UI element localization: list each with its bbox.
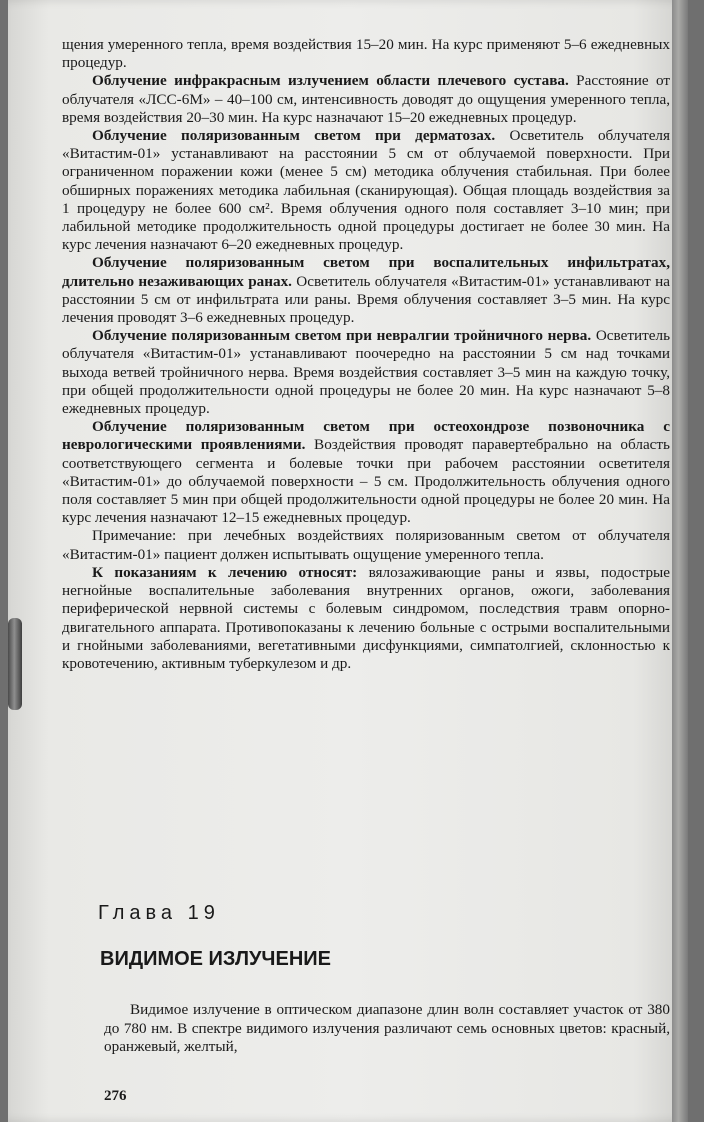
paragraph-osteochondrosis [62,418,670,527]
book-page [8,0,688,1122]
paragraph-text: Осветитель облучателя «Витастим-01» устанавливают на расстоянии 5 см от инфильтрата или раны. Время облучения составляет 3–5 мин. На курс лечения проводят 3–6 ежедневных процедур. [62,272,670,327]
paragraph-indications [62,564,670,673]
paragraph-note [62,527,670,563]
paragraph-heading: К показаниям к лечению относят: [92,563,358,581]
paragraph-lead-in [62,36,670,72]
paragraph-dermatoses [62,127,670,254]
body-text [62,36,670,673]
chapter-intro: Видимое излучение в оптическом диапазоне длин волн составляет участок от 380 до 780 нм. В спектре видимого излучения различают семь основных цветов: красный, оранжевый, желтый, [104,1001,670,1055]
chapter-title: ВИДИМОЕ ИЗЛУЧЕНИЕ [100,948,331,970]
paragraph-text: Воздействия проводят паравертебрально на область соответствующего сегмента и болевые точки при рабочем расстоянии осветителя «Витастим-01» до облучаемой поверхности – 5 см. Продолжительность облучения одного поля составляет 5 мин при общей продолжительности одной процедуры не более 20 мин. На курс лечения назначают 12–15 ежедневных процедур. [62,436,670,527]
paragraph-text: Расстояние от облучателя «ЛСС-6М» – 40–100 см, интенсивность доводят до ощущения умеренного тепла, время воздействия 20–30 мин. На курс назначают 15–20 ежедневных процедур. [62,72,670,126]
paragraph-text: Осветитель облучателя «Витастим-01» устанавливают поочередно на расстоянии 5 см над точками выхода ветвей тройничного нерва. Время воздействия составляет 3–5 мин на каждую точку, при общей продолжительности одной процедуры не более 20 мин. На курс назначают 5–8 ежедневных процедур. [62,327,670,418]
paragraph-heading: Облучение поляризованным светом при остеохондрозе позвоночника с неврологическими проявлениями. [62,418,670,454]
page-edge [672,0,688,1122]
paragraph-neuralgia [62,327,670,418]
paragraph-heading: Облучение поляризованным светом при воспалительных инфильтратах, длительно незаживающих ранах. [62,254,670,290]
paragraph-heading: Облучение поляризованным светом при невралгии тройничного нерва. [92,327,592,345]
page-number: 276 [104,1088,127,1104]
binder-clip [8,618,22,710]
paragraph-heading: Облучение инфракрасным излучением области плечевого сустава. [92,72,569,90]
lead-in-text: щения умеренного тепла, время воздействия 15–20 мин. На курс применяют 5–6 ежедневных процедур. [62,36,670,72]
paragraph-text: Примечание: при лечебных воздействиях поляризованным светом от облучателя «Витастим-01» пациент должен испытывать ощущение умеренного тепла. [62,527,670,563]
paragraph-infiltrates [62,254,670,327]
paragraph-heading: Облучение поляризованным светом при дерматозах. [92,127,496,145]
paragraph-text: вялозаживающие раны и язвы, подострые негнойные воспалительные заболевания внутренних органов, ожоги, заболевания периферической нервной системы с болевым синдромом, последствия травм опорно-двигательного аппарата. Противопоказаны к лечению больные с острыми воспалительными и гнойными заболеваниями, вегетативными дисфункциями, симпатолгией, склонностью к кровотечению, активным туберкулезом и др. [62,563,671,672]
paragraph-shoulder [62,72,670,127]
chapter-label: Глава 19 [98,902,220,924]
paragraph-text: Осветитель облучателя «Витастим-01» устанавливают на расстоянии 5 см от облучаемой поверхности. При ограниченном поражении кожи (менее 5 см) методика облучения стабильная. При более обширных поражениях методика лабильная (сканирующая). Общая площадь воздействия за 1 процедуру не более 600 см². Время облучения одного поля составляет 3–10 мин; при лабильной методике продолжительность одной процедуры достигает не более 30 мин. На курс лечения назначают 6–20 ежедневных процедур. [62,127,670,254]
